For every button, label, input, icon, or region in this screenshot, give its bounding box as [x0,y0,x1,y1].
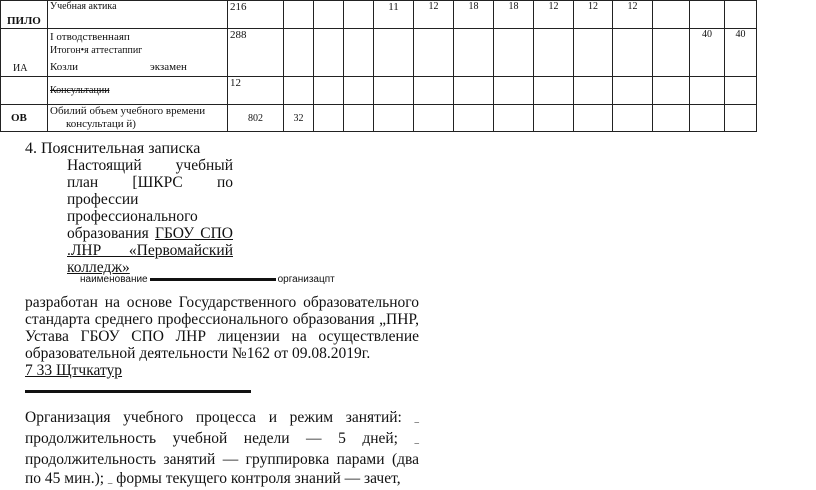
table-row [1,29,757,77]
cell-value [725,77,757,105]
cell-value [613,105,653,132]
cell-value [344,77,374,105]
caption-rule [150,278,276,281]
organization-text-4: формы текущего контроля знаний — зачет, [116,470,401,487]
cell-value [314,77,344,105]
organization-text-2: продолжительность учебной недели — 5 дней; [25,430,398,447]
cell-value [534,77,574,105]
divider [25,390,251,393]
organization-paragraph [25,408,419,490]
cell-value: 288 [228,29,284,77]
cell-value [494,29,534,77]
cell-value [653,1,690,29]
cell-value [344,105,374,132]
row-code: ПИЛО [7,15,41,27]
cell-value [314,105,344,132]
cell-value [690,1,725,29]
cell-value [574,77,613,105]
table-row [1,105,757,132]
cell-value: 18 [454,1,494,29]
section-heading: 4. Пояснительная записка [25,140,201,157]
cell-value [653,105,690,132]
row-name-line: I отводственнаяп [50,31,130,43]
row-code: ОВ [1,105,48,132]
cell-value [344,1,374,29]
cell-value [613,29,653,77]
cell-value: 802 [228,105,284,132]
cell-value: 40 [690,29,725,77]
row-name: Учебная актика [48,1,228,29]
cell-value: 32 [284,105,314,132]
table-row [1,77,757,105]
cell-value [414,105,454,132]
row-code [1,77,48,105]
row-code: ИА [13,63,28,74]
cell-value [414,29,454,77]
cell-value [534,105,574,132]
cell-value [374,77,414,105]
cell-value: 216 [228,1,284,29]
cell-value [494,77,534,105]
intro-paragraph [67,157,233,276]
caption-left: наименование [80,274,148,285]
cell-value: 12 [574,1,613,29]
cell-value [284,29,314,77]
row-name-line: Козли [50,61,79,73]
cell-value [613,77,653,105]
cell-value [454,29,494,77]
organization-text-1: Организация учебного процесса и режим занятий: [25,409,402,426]
dash-icon: _ [414,414,419,424]
cell-value [374,105,414,132]
cell-value [574,29,613,77]
caption-row [80,274,380,285]
curriculum-table [0,0,757,132]
cell-value [534,29,574,77]
cell-value [725,1,757,29]
intro-text: Настоящий учебный план [ШКРС по профессии профессионального образования [67,157,233,242]
table-row [1,1,757,29]
row-name-line: Обилий объем учебного времени [50,105,206,117]
row-name-line: консультаци й) [66,118,136,130]
body-paragraph: разработан на основе Государственного образовательного стандарта среднего профессионального образования „ПНР, Устава ГБОУ СПО ЛНР лицензии на осуществление образовательной деятельности №162 от 09.08.2019г. [25,294,419,362]
cell-value: 18 [494,1,534,29]
stamp-text: 7 33 Щтчкатур [25,362,123,379]
caption-right: организацпт [277,274,335,285]
cell-value [653,29,690,77]
cell-value: 12 [414,1,454,29]
dash-icon: _ [414,435,420,445]
cell-value [454,105,494,132]
cell-value [653,77,690,105]
row-name-line: экзамен [150,61,187,73]
cell-value [374,29,414,77]
cell-value: 12 [534,1,574,29]
cell-value [494,105,534,132]
cell-value [690,105,725,132]
institution-name: ГБОУ СПО .ЛНР «Первомайский колледж» [67,225,234,276]
cell-value [284,77,314,105]
cell-value: 11 [374,1,414,29]
cell-value [284,1,314,29]
cell-value: 12 [613,1,653,29]
cell-value [414,77,454,105]
cell-value [314,1,344,29]
row-name-line: Итогон•я аттестаппиг [50,45,143,56]
cell-value [344,29,374,77]
organization-text-3: продолжительность занятий — группировка парами (два по 45 мин.); [25,451,419,487]
cell-value [574,105,613,132]
cell-value [314,29,344,77]
cell-value [454,77,494,105]
cell-value: 40 [725,29,757,77]
cell-value [725,105,757,132]
dash-icon: _ [107,475,113,485]
cell-value: 12 [228,77,284,105]
row-name: Консультации [50,85,110,96]
cell-value [690,77,725,105]
